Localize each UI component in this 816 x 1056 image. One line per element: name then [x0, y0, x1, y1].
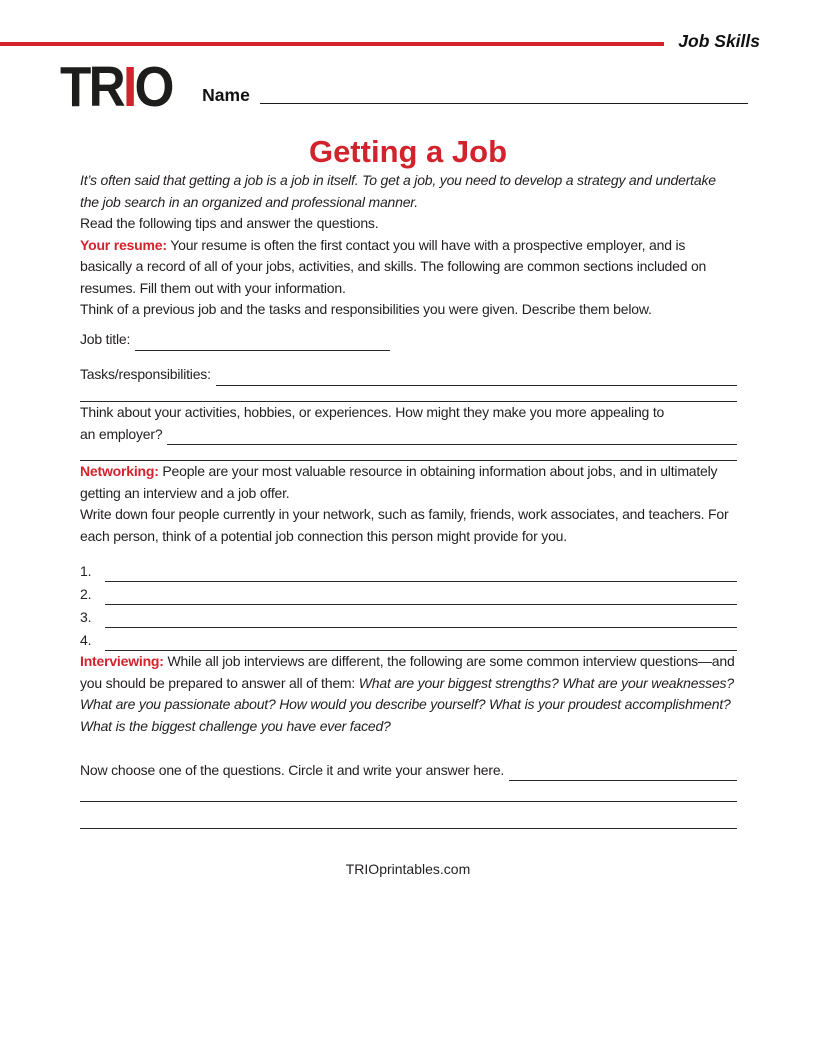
resume-body: Your resume is often the first contact you will have with a prospective employer, and is basically a record of all of your jobs, activities, and skills. The following are common sections included on resumes. Fill them out with your information. [80, 236, 707, 296]
answer-field-line2[interactable] [80, 801, 737, 802]
interviewing-heading: Interviewing: [80, 653, 164, 670]
network-list-row [80, 582, 737, 605]
footer-site: TRIOprintables.com [345, 861, 471, 878]
choose-row [80, 759, 737, 781]
networking-heading: Networking: [80, 463, 159, 480]
networking-paragraph [80, 461, 737, 504]
category-label: Job Skills [678, 31, 760, 51]
header-rule [0, 42, 664, 46]
logo-row [60, 55, 748, 119]
network-person-field-2[interactable] [105, 588, 737, 605]
content [80, 170, 737, 829]
interviewing-questions: What are your biggest strengths? What are your weaknesses? What are you passionate about? How would you describe yourself? What is your proudest accomplishment? What is the biggest challenge you have ever faced? [80, 674, 734, 734]
list-number: 4. [80, 631, 92, 648]
resume-heading: Your resume: [80, 236, 167, 253]
answer-field-line3[interactable] [80, 828, 737, 829]
logo-o: O [134, 55, 172, 119]
network-person-field-3[interactable] [105, 611, 737, 628]
choose-prompt: Now choose one of the questions. Circle it and write your answer here. [80, 761, 505, 778]
network-list-row [80, 628, 737, 651]
interviewing-paragraph [80, 651, 737, 737]
page-title: Getting a Job [308, 134, 508, 170]
job-title-label: Job title: [80, 331, 131, 348]
activities-prompt-line2: an employer? [80, 425, 163, 442]
trio-logo [60, 55, 172, 119]
previous-job-prompt: Think of a previous job and the tasks and responsibilities you were given. Describe them below. [80, 301, 652, 318]
job-title-row [80, 329, 737, 351]
resume-paragraph [80, 235, 737, 300]
instruction-paragraph: Read the following tips and answer the questions. [80, 215, 379, 232]
network-person-field-1[interactable] [105, 565, 737, 582]
network-list-row [80, 605, 737, 628]
answer-field[interactable] [509, 764, 737, 781]
tasks-row [80, 364, 737, 386]
tasks-label: Tasks/responsibilities: [80, 366, 211, 383]
network-list-row [80, 559, 737, 582]
network-list [80, 559, 737, 651]
job-title-field[interactable] [135, 334, 390, 351]
name-label: Name [202, 85, 250, 106]
intro-paragraph: It’s often said that getting a job is a job in itself. To get a job, you need to develop a strategy and undertake the job search in an organized and professional manner. [80, 172, 716, 210]
logo-tr: TR [60, 55, 123, 119]
network-person-field-4[interactable] [105, 634, 737, 651]
networking-body: People are your most valuable resource in obtaining information about jobs, and in ultimately getting an interview and a job offer. [80, 463, 718, 501]
activities-prompt-line1: Think about your activities, hobbies, or experiences. How might they make you more appealing to [80, 403, 665, 420]
list-number: 1. [80, 562, 92, 579]
employer-appeal-field[interactable] [167, 428, 737, 445]
list-number: 2. [80, 585, 92, 602]
networking-prompt: Write down four people currently in your network, such as family, friends, work associates, and teachers. For each person, think of a potential job connection this person might provide for you. [80, 506, 729, 544]
list-number: 3. [80, 608, 92, 625]
name-field[interactable] [260, 89, 748, 104]
employer-row [80, 423, 737, 445]
logo-i: I [122, 55, 135, 119]
tasks-field[interactable] [216, 369, 737, 386]
interviewing-body: While all job interviews are different, the following are some common interview questions—and you should be prepared to answer all of them: [80, 653, 735, 691]
